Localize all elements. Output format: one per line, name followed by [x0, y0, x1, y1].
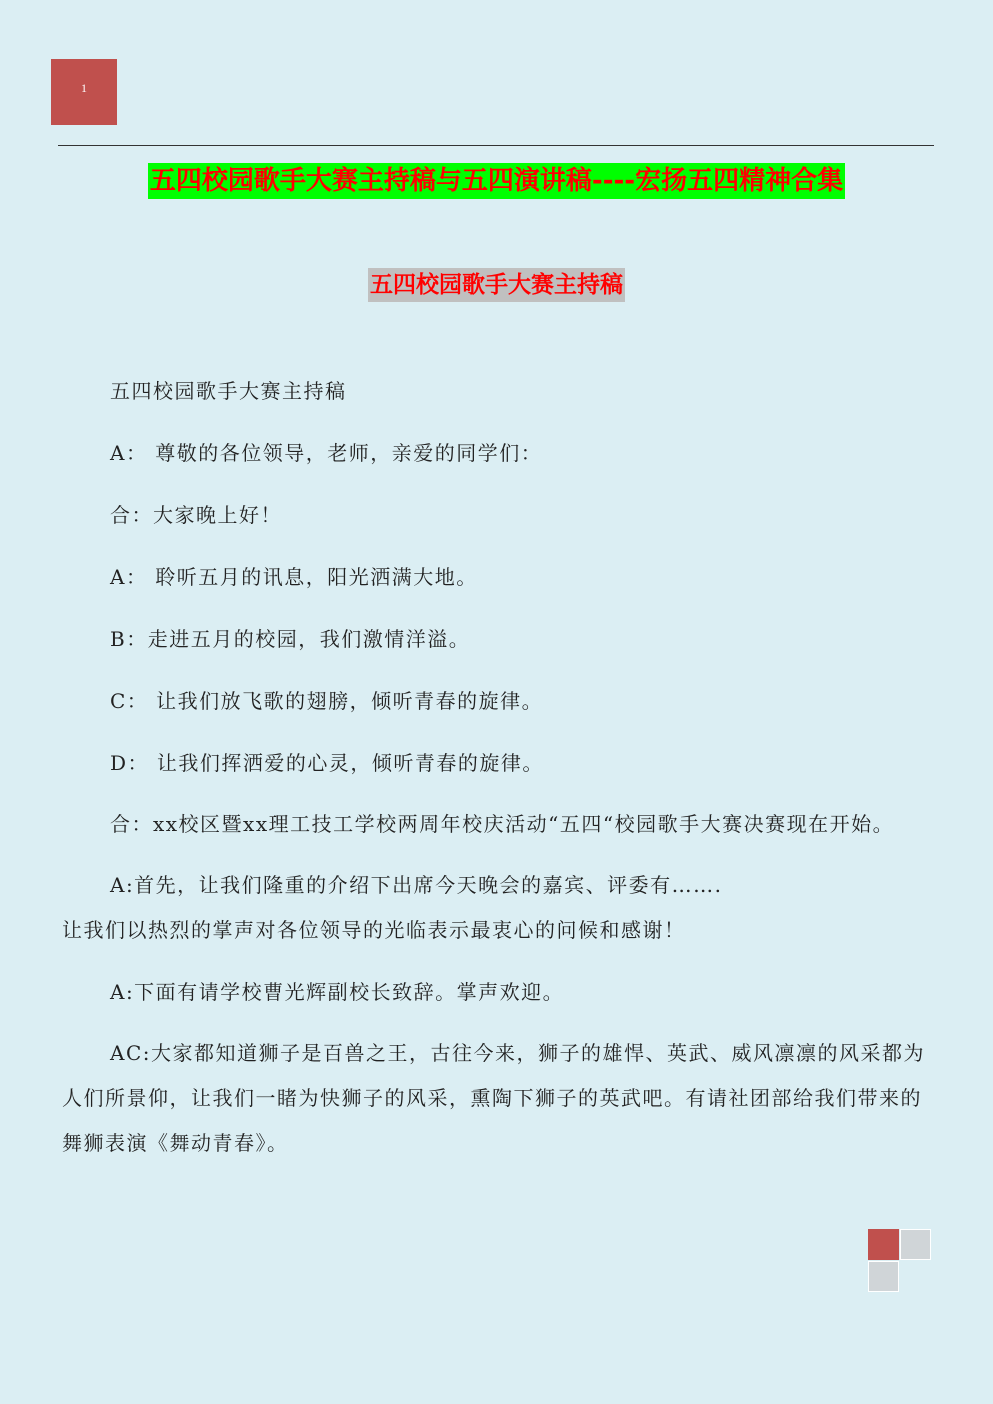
corner-decoration-grey — [900, 1229, 931, 1260]
paragraph-intro-line2: 让我们以热烈的掌声对各位领导的光临表示最衷心的问候和感谢！ — [62, 918, 686, 942]
page-number-badge — [51, 59, 117, 125]
paragraph: B：走进五月的校园，我们激情洋溢。 — [110, 627, 471, 651]
paragraph: 五四校园歌手大赛主持稿 — [110, 379, 347, 403]
corner-decoration-grey — [868, 1261, 899, 1292]
paragraph: A： 聆听五月的讯息，阳光洒满大地。 — [110, 565, 478, 589]
sub-title: 五四校园歌手大赛主持稿 — [368, 268, 625, 302]
paragraph: A:下面有请学校曹光辉副校长致辞。掌声欢迎。 — [110, 980, 565, 1004]
paragraph: AC:大家都知道狮子是百兽之王，古往今来，狮子的雄悍、英武、威风凛凛的风采都为人们所景仰，让我们一睹为快狮子的风采，熏陶下狮子的英武吧。有请社团部给我们带来的舞狮表演《舞动青春》。 — [62, 1041, 925, 1155]
sub-title-row — [0, 268, 993, 302]
corner-decoration-red — [868, 1229, 899, 1260]
paragraph: A： 尊敬的各位领导，老师，亲爱的同学们： — [110, 441, 543, 465]
paragraph-intro-line1: A:首先，让我们隆重的介绍下出席今天晚会的嘉宾、评委有……. — [110, 873, 723, 897]
document-body — [62, 368, 928, 1182]
page-number: 1 — [81, 80, 87, 95]
main-title: 五四校园歌手大赛主持稿与五四演讲稿----宏扬五四精神合集 — [148, 163, 845, 199]
paragraph: C： 让我们放飞歌的翅膀，倾听青春的旋律。 — [110, 689, 544, 713]
header-divider — [58, 145, 934, 146]
paragraph: 合：xx校区暨xx理工技工学校两周年校庆活动“五四“校园歌手大赛决赛现在开始。 — [110, 812, 895, 836]
paragraph-intro — [62, 863, 928, 953]
main-title-row — [0, 163, 993, 199]
paragraph: 合：大家晚上好！ — [110, 503, 282, 527]
paragraph: D： 让我们挥洒爱的心灵，倾听青春的旋律。 — [110, 751, 544, 775]
